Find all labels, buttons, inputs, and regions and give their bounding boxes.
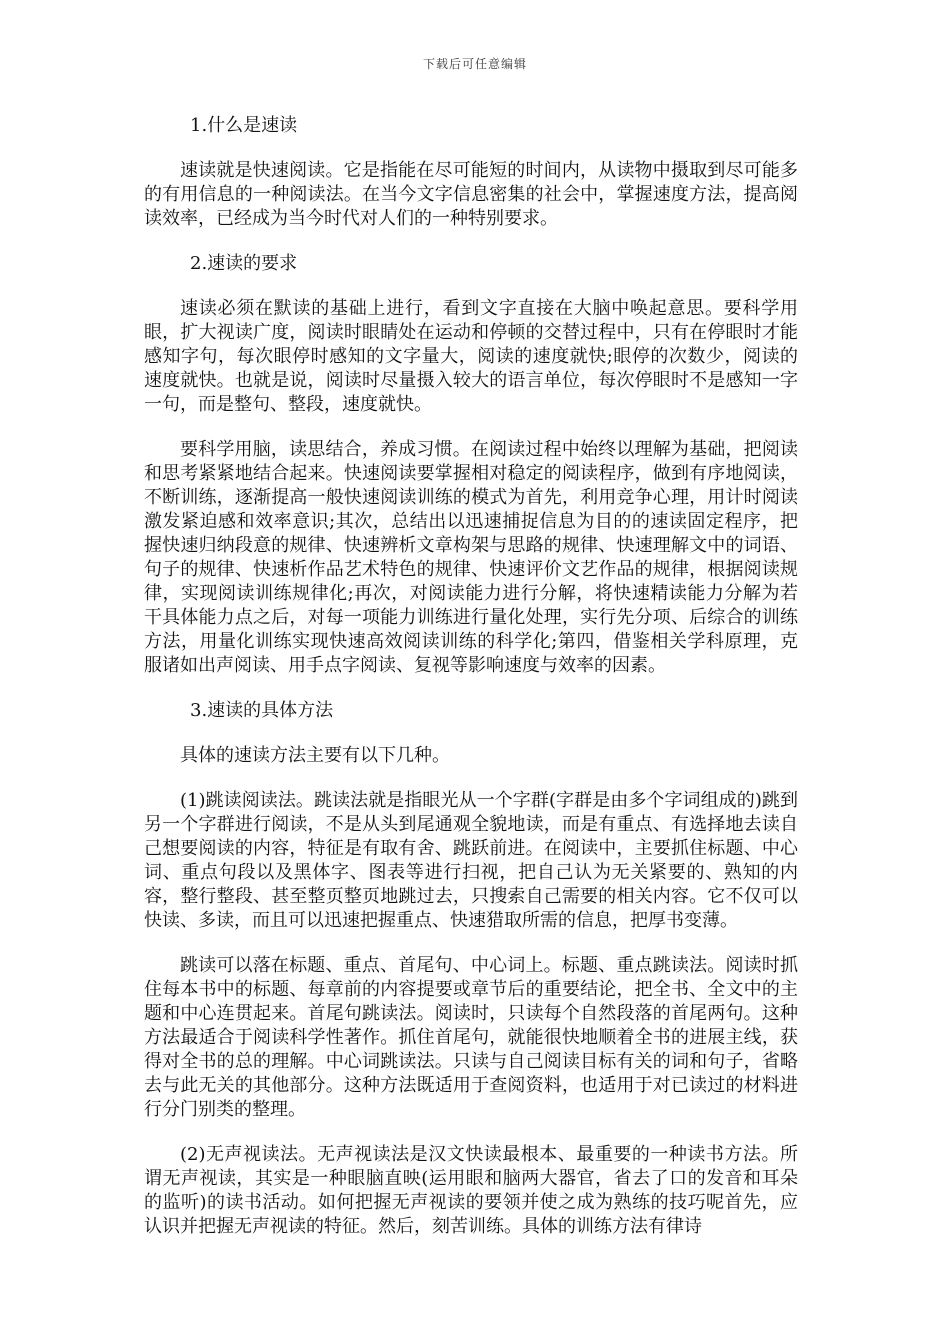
header-note: 下载后可任意编辑 (422, 57, 527, 71)
section-heading-1: 1.什么是速读 (190, 115, 298, 136)
paragraph-6: 跳读可以落在标题、重点、首尾句、中心词上。标题、重点跳读法。阅读时抓住每本书中的标题、每章前的内容提要或章节后的重要结论，把全书、全文中的主题和中心连贯起来。首尾句跳读法。阅读时，只读每个自然段落的首尾两句。这种方法最适合于阅读科学性著作。抓住首尾句，就能很快地顺着全书的进展主线，获得对全书的总的理解。中心词跳读法。只读与自己阅读目标有关的词和句子，省略去与此无关的其他部分。这种方法既适用于查阅资料，也适用于对已读过的材料进行分门别类的整理。 (144, 955, 798, 1120)
section-heading-2: 2.速读的要求 (190, 253, 298, 274)
paragraph-3: 要科学用脑，读思结合，养成习惯。在阅读过程中始终以理解为基础，把阅读和思考紧紧地结合起来。快速阅读要掌握相对稳定的阅读程序，做到有序地阅读，不断训练，逐渐提高一般快速阅读训练的模式为首先，利用竞争心理，用计时阅读激发紧迫感和效率意识;其次，总结出以迅速捕捉信息为目的的速读固定程序，把握快速归纳段意的规律、快速辨析文章构架与思路的规律、快速理解文中的词语、句子的规律、快速析作品艺术特色的规律、快速评价文艺作品的规律，根据阅读规律，实现阅读训练规律化;再次，对阅读能力进行分解，将快速精读能力分解为若干具体能力点之后，对每一项能力训练进行量化处理，实行先分项、后综合的训练方法，用量化训练实现快速高效阅读训练的科学化;第四，借鉴相关学科原理，克服诸如出声阅读、用手点字阅读、复视等影响速度与效率的因素。 (144, 439, 798, 676)
paragraph-7: (2)无声视读法。无声视读法是汉文快读最根本、最重要的一种读书方法。所谓无声视读，其实是一种眼脑直映(运用眼和脑两大器官，省去了口的发音和耳朵的监听)的读书活动。如何把握无声视读的要领并使之成为熟练的技巧呢首先，应认识并把握无声视读的特征。然后，刻苦训练。具体的训练方法有律诗 (144, 1144, 798, 1237)
paragraph-2: 速读必须在默读的基础上进行，看到文字直接在大脑中唤起意思。要科学用眼，扩大视读广度，阅读时眼睛处在运动和停顿的交替过程中，只有在停眼时才能感知字句，每次眼停时感知的文字量大，阅读的速度就快;眼停的次数少，阅读的速度就快。也就是说，阅读时尽量摄入较大的语言单位，每次停眼时不是感知一字一句，而是整句、整段，速度就快。 (144, 298, 798, 415)
paragraph-4: 具体的速读方法主要有以下几种。 (180, 745, 450, 766)
paragraph-1: 速读就是快速阅读。它是指能在尽可能短的时间内，从读物中摄取到尽可能多的有用信息的一种阅读法。在当今文字信息密集的社会中，掌握速度方法，提高阅读效率，已经成为当今时代对人们的一种特别要求。 (144, 160, 798, 229)
document-body (144, 114, 798, 1239)
section-heading-3: 3.速读的具体方法 (190, 700, 334, 721)
paragraph-5: (1)跳读阅读法。跳读法就是指眼光从一个字群(字群是由多个字词组成的)跳到另一个字群进行阅读，不是从头到尾通观全貌地读，而是有重点、有选择地去读自己想要阅读的内容，特征是有取有舍、跳跃前进。在阅读中，主要抓住标题、中心词、重点句段以及黑体字、图表等进行扫视，把自己认为无关紧要的、熟知的内容，整行整段、甚至整页整页地跳过去，只搜索自己需要的相关内容。它不仅可以快读、多读，而且可以迅速把握重点、快速猎取所需的信息，把厚书变薄。 (144, 790, 798, 931)
